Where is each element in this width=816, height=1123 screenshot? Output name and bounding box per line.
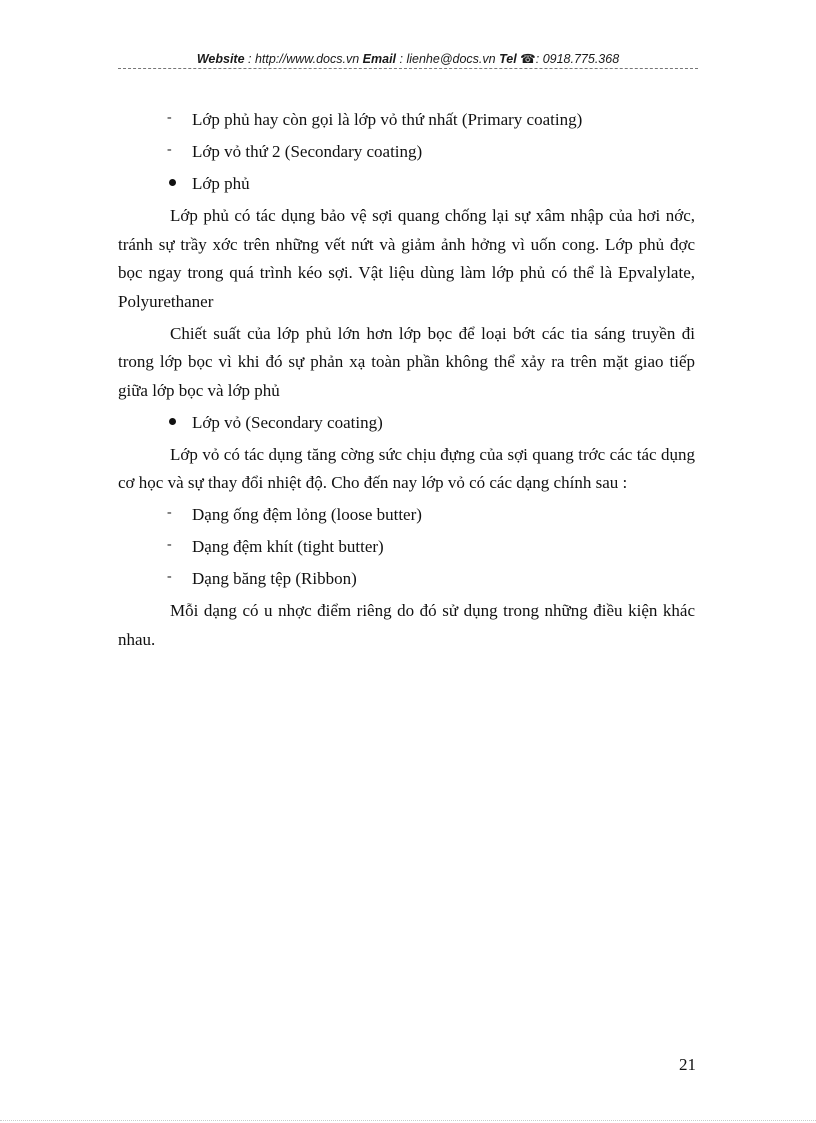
page-body [118,106,695,658]
item-text: Lớp phủ hay còn gọi là lớp vỏ thứ nhất (Primary coating) [192,110,583,129]
website-url: : http://www.docs.vn [248,52,360,66]
bullet-item [118,409,695,438]
header-divider [118,68,698,69]
dash-item [118,565,695,594]
item-text: Lớp vỏ (Secondary coating) [192,412,383,432]
bullet-item [118,170,695,199]
page-header [118,51,698,66]
item-text: Lớp vỏ thứ 2 (Secondary coating) [192,142,423,161]
website-label: Website [196,52,245,66]
email-address: : lienhe@docs.vn [399,52,496,66]
paragraph: Lớp vỏ có tác dụng tăng cờng sức chịu đựng của sợi quang trớc các tác dụng cơ học và sự thay đổi nhiệt độ. Cho đến nay lớp vỏ có các dạng chính sau : [118,444,695,492]
page-number: 21 [679,1055,696,1074]
dash-marker: - [167,537,172,552]
item-text: Lớp phủ [192,174,250,193]
email-label: Email [362,52,397,66]
tel-number: : 0918.775.368 [535,52,620,66]
paragraph: Chiết suất của lớp phủ lớn hơn lớp bọc để loại bớt các tia sáng truyền đi trong lớp bọc vì khi đó sự phản xạ toàn phần không thể xảy ra trên mặt giao tiếp giữa lớp bọc và lớp phủ [118,323,695,400]
paragraph: Lớp phủ có tác dụng bảo vệ sợi quang chống lại sự xâm nhập của hơi nớc, tránh sự trầy xớc trên những vết nứt và giảm ảnh hởng vì uốn cong. Lớp phủ đợc bọc ngay trong quá trình kéo sợi. Vật liệu dùng làm lớp phủ có thể là Epvalylate, Polyurethaner [118,206,695,311]
item-text: Dạng băng tệp (Ribbon) [192,569,357,588]
bullet-dot-icon [169,179,176,186]
tel-label: Tel [499,52,517,66]
footer-divider [0,1120,816,1121]
dash-marker: - [167,142,172,157]
paragraph: Mỗi dạng có u nhợc điểm riêng do đó sử dụng trong những điều kiện khác nhau. [118,601,695,649]
bullet-dot-icon [169,418,176,425]
dash-marker: - [167,569,172,584]
dash-item [118,533,695,562]
item-text: Dạng ống đệm lỏng (loose butter) [192,505,422,524]
dash-marker: - [167,110,172,125]
dash-item [118,501,695,530]
phone-icon: ☎ [520,52,536,66]
dash-marker: - [167,505,172,520]
dash-item [118,138,695,167]
item-text: Dạng đệm khít (tight butter) [192,537,384,556]
dash-item [118,106,695,135]
